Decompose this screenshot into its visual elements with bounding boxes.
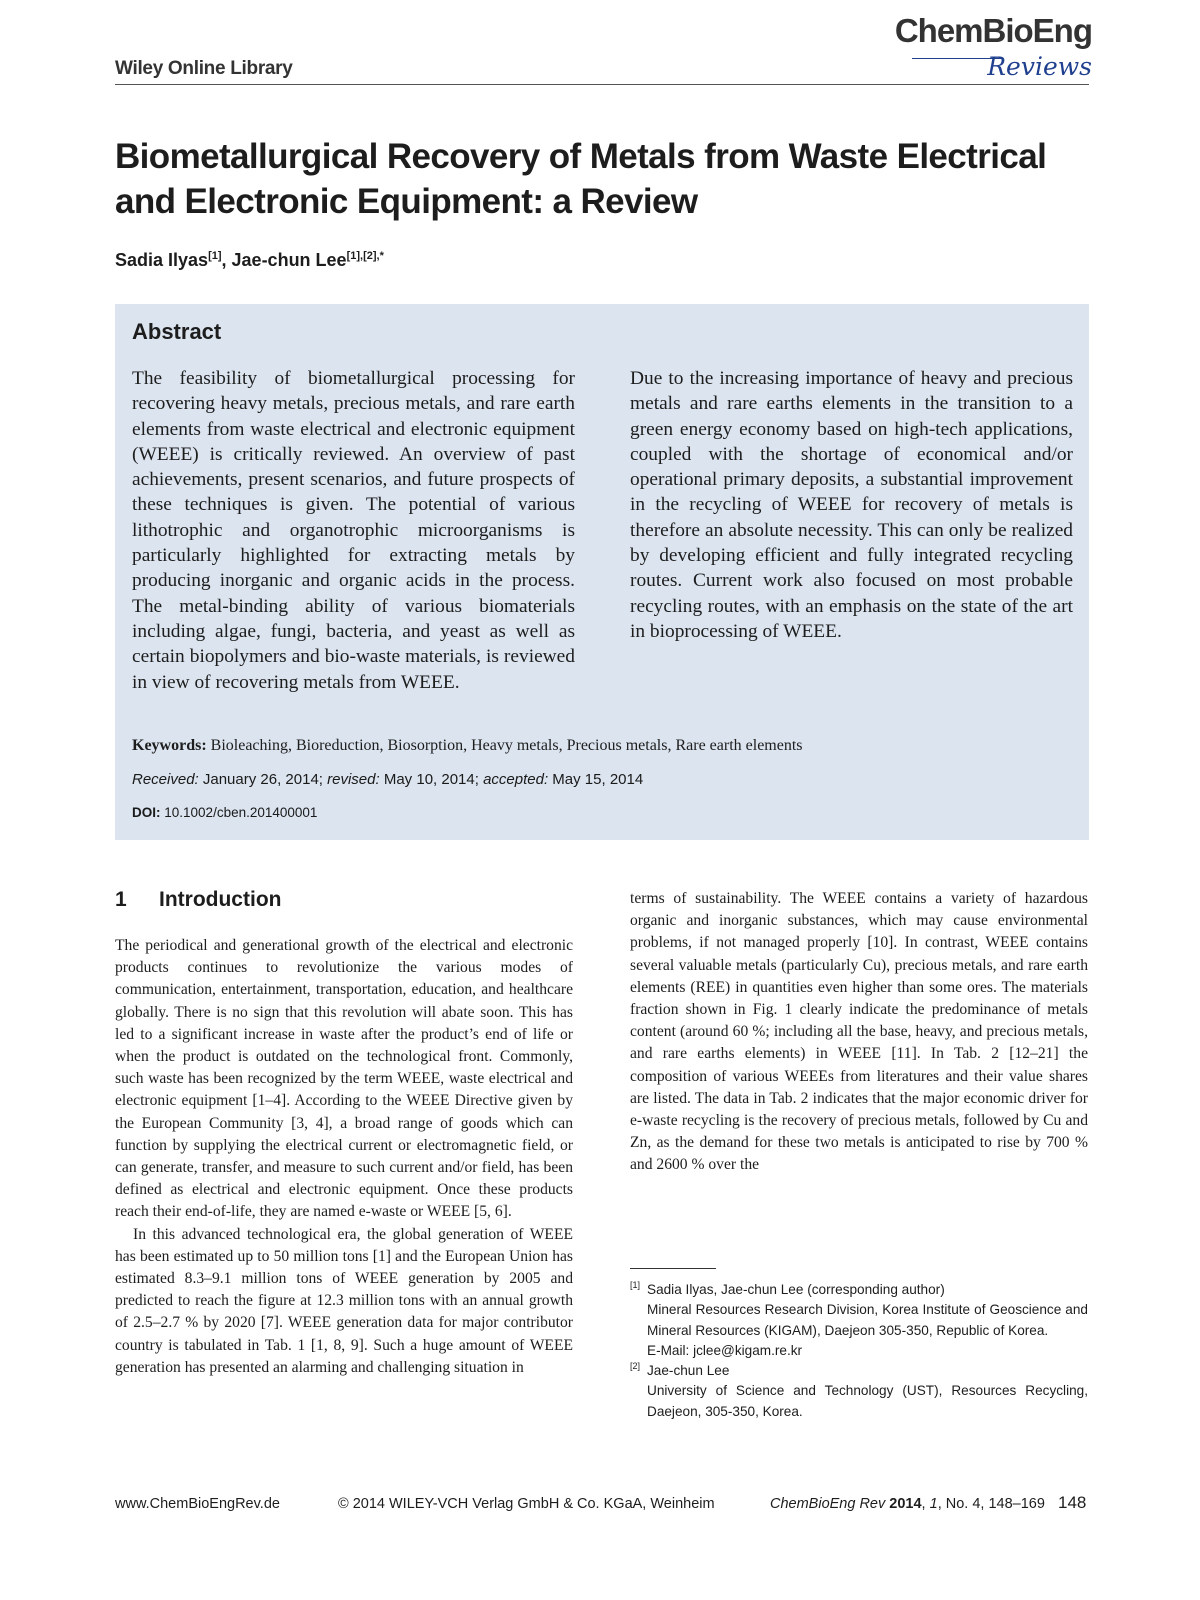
author-affiliation-mark: [1],[2],* — [346, 250, 384, 262]
journal-issue-pages: , No. 4, 148–169 — [937, 1496, 1045, 1512]
abstract-text-right: Due to the increasing importance of heavy and precious metals and rare earths elements in the transition to a green energy economy based on high-tech applications, coupled with the shortage of economical and/or operational primary deposits, a substantial improvement in the recycling of WEEE for recovery of metals is therefore an absolute necessity. This can only be realized by developing efficient and fully integrated recycling routes. Current work also focused on most probable recycling routes, with an emphasis on the state of the art in bioprocessing of WEEE. — [630, 368, 1073, 642]
journal-logo — [894, 12, 1092, 84]
author-name: Jae-chun Lee — [231, 250, 347, 270]
footnote-email[interactable]: E-Mail: jclee@kigam.re.kr — [647, 1342, 803, 1358]
author-name: Sadia Ilyas — [115, 250, 209, 270]
footnote-mark: [2] — [630, 1361, 641, 1372]
abstract-text-left: The feasibility of biometallurgical processing for recovering heavy metals, precious metals, and rare earth elements from waste electrical and electronic equipment (WEEE) is critically reviewed. An overview of past achievements, present scenarios, and future prospects of these techniques is given. The potential of various lithotrophic and organotrophic microorganisms is particularly highlighted for extracting metals by producing inorganic and organic acids in the process. The metal-binding ability of various biomaterials including algae, fungi, bacteria, and yeast as well as certain biopolymers and bio-waste materials, is reviewed in view of recovering metals from WEEE. — [132, 368, 575, 693]
footnote-1 — [630, 1280, 1088, 1361]
footer-citation: ChemBioEng Rev 2014, 1, No. 4, 148–169 — [770, 1496, 1045, 1512]
abstract-heading: Abstract — [132, 319, 222, 344]
footnote-mark: [1] — [630, 1280, 641, 1290]
doi — [132, 805, 317, 820]
paragraph: In this advanced technological era, the global generation of WEEE has been estimated up to 50 million tons [1] and the European Union has estimated 8.3–9.1 million tons of WEEE generation by 2005 and predicted to reach the figure at 12.3 million tons with an annual growth of 2.5–2.7 % by 2020 [7]. WEEE generation data for major contributor country is tabulated in Tab. 1 [1, 8, 9]. Such a huge amount of WEEE generation has presented an alarming and challenging situation in — [115, 1225, 573, 1376]
footnote-names: Sadia Ilyas, Jae-chun Lee (corresponding author) — [647, 1282, 945, 1297]
keywords-list: Bioleaching, Bioreduction, Biosorption, Heavy metals, Precious metals, Rare earth elements — [210, 737, 803, 754]
article-title: Biometallurgical Recovery of Metals from Waste Electrical and Electronic Equipment: a Review — [115, 137, 1047, 221]
footnote-affiliation: Mineral Resources Research Division, Korea Institute of Geoscience and Mineral Resources (KIGAM), Daejeon 305-350, Republic of Korea. — [647, 1302, 1088, 1338]
footnote-names: Jae-chun Lee — [647, 1363, 730, 1379]
section-heading — [115, 888, 281, 912]
header-rule — [115, 84, 1089, 85]
received-date: January 26, 2014; — [202, 771, 323, 788]
section-title: Introduction — [159, 888, 282, 911]
footnotes — [630, 1280, 1088, 1422]
journal-year: 2014 — [889, 1496, 922, 1512]
body-column-right — [630, 888, 1088, 1177]
journal-volume: 1 — [929, 1496, 938, 1512]
abstract-box — [115, 304, 1089, 840]
footer-url[interactable]: www.ChemBioEngRev.de — [115, 1496, 280, 1512]
keywords-label: Keywords: — [132, 737, 207, 754]
paragraph: The periodical and generational growth of the electrical and electronic products continues to revolutionize the various modes of communication, entertainment, transportation, education, and healthcare globally. There is no sign that this revolution will abate soon. This has led to a significant increase in waste after the product’s end of life or when the product is outdated on the technological front. Commonly, such waste has been recognized by the term WEEE, waste electrical and electronic equipment [1–4]. According to the WEEE Directive given by the European Community [3, 4], a broad range of goods which can function by supplying the electrical current or electromagnetic field, or can generate, transfer, and measure to such current and/or field, has been defined as electrical and electronic equipment. Once these products reach their end-of-life, they are named e-waste or WEEE [5, 6]. — [115, 937, 573, 1221]
page-number: 148 — [1058, 1493, 1087, 1512]
accepted-date: May 15, 2014 — [552, 771, 644, 788]
publisher-library-name: Wiley Online Library — [115, 58, 293, 79]
revised-date: May 10, 2014; — [383, 771, 479, 788]
article-dates — [132, 771, 643, 788]
footer-copyright: © 2014 WILEY-VCH Verlag GmbH & Co. KGaA, Weinheim — [338, 1496, 715, 1512]
author-affiliation-mark: [1] — [208, 250, 222, 262]
keywords — [132, 737, 803, 755]
doi-link[interactable]: 10.1002/cben.201400001 — [164, 805, 318, 820]
journal-name: ChemBioEng Rev — [770, 1496, 886, 1512]
footnote-rule — [630, 1268, 716, 1269]
footnote-2 — [630, 1361, 1088, 1422]
logo-main-text: ChemBioEng — [894, 12, 1092, 49]
paragraph: terms of sustainability. The WEEE contains a variety of hazardous organic and inorganic substances, which may cause environmental problems, if not managed properly [10]. In contrast, WEEE contains several valuable metals (particularly Cu), precious metals, and rare earth elements (REE) in quantities even higher than some ores. The materials fraction shown in Fig. 1 clearly indicate the predominance of metals content (around 60 %; including all the base, heavy, and precious metals, and rare earths elements) in WEEE [11]. In Tab. 2 [12–21] the composition of various WEEEs from literatures and their value shares are listed. The data in Tab. 2 indicates that the major economic driver for e-waste recycling is the recovery of precious metals, followed by Cu and Zn, as the demand for these two metals is anticipated to rise by 700 % and 2600 % over the — [630, 890, 1088, 1174]
accepted-label: accepted: — [483, 771, 549, 788]
author-separator: , — [221, 250, 232, 270]
section-number: 1 — [115, 888, 127, 911]
body-column-left — [115, 935, 573, 1379]
footnote-affiliation: University of Science and Technology (UST), Resources Recycling, Daejeon, 305-350, Korea. — [647, 1383, 1088, 1419]
revised-label: revised: — [327, 771, 380, 788]
doi-label: DOI: — [132, 805, 161, 820]
received-label: Received: — [132, 771, 199, 788]
author-list — [115, 250, 384, 271]
logo-script-text: Reviews — [987, 52, 1092, 81]
